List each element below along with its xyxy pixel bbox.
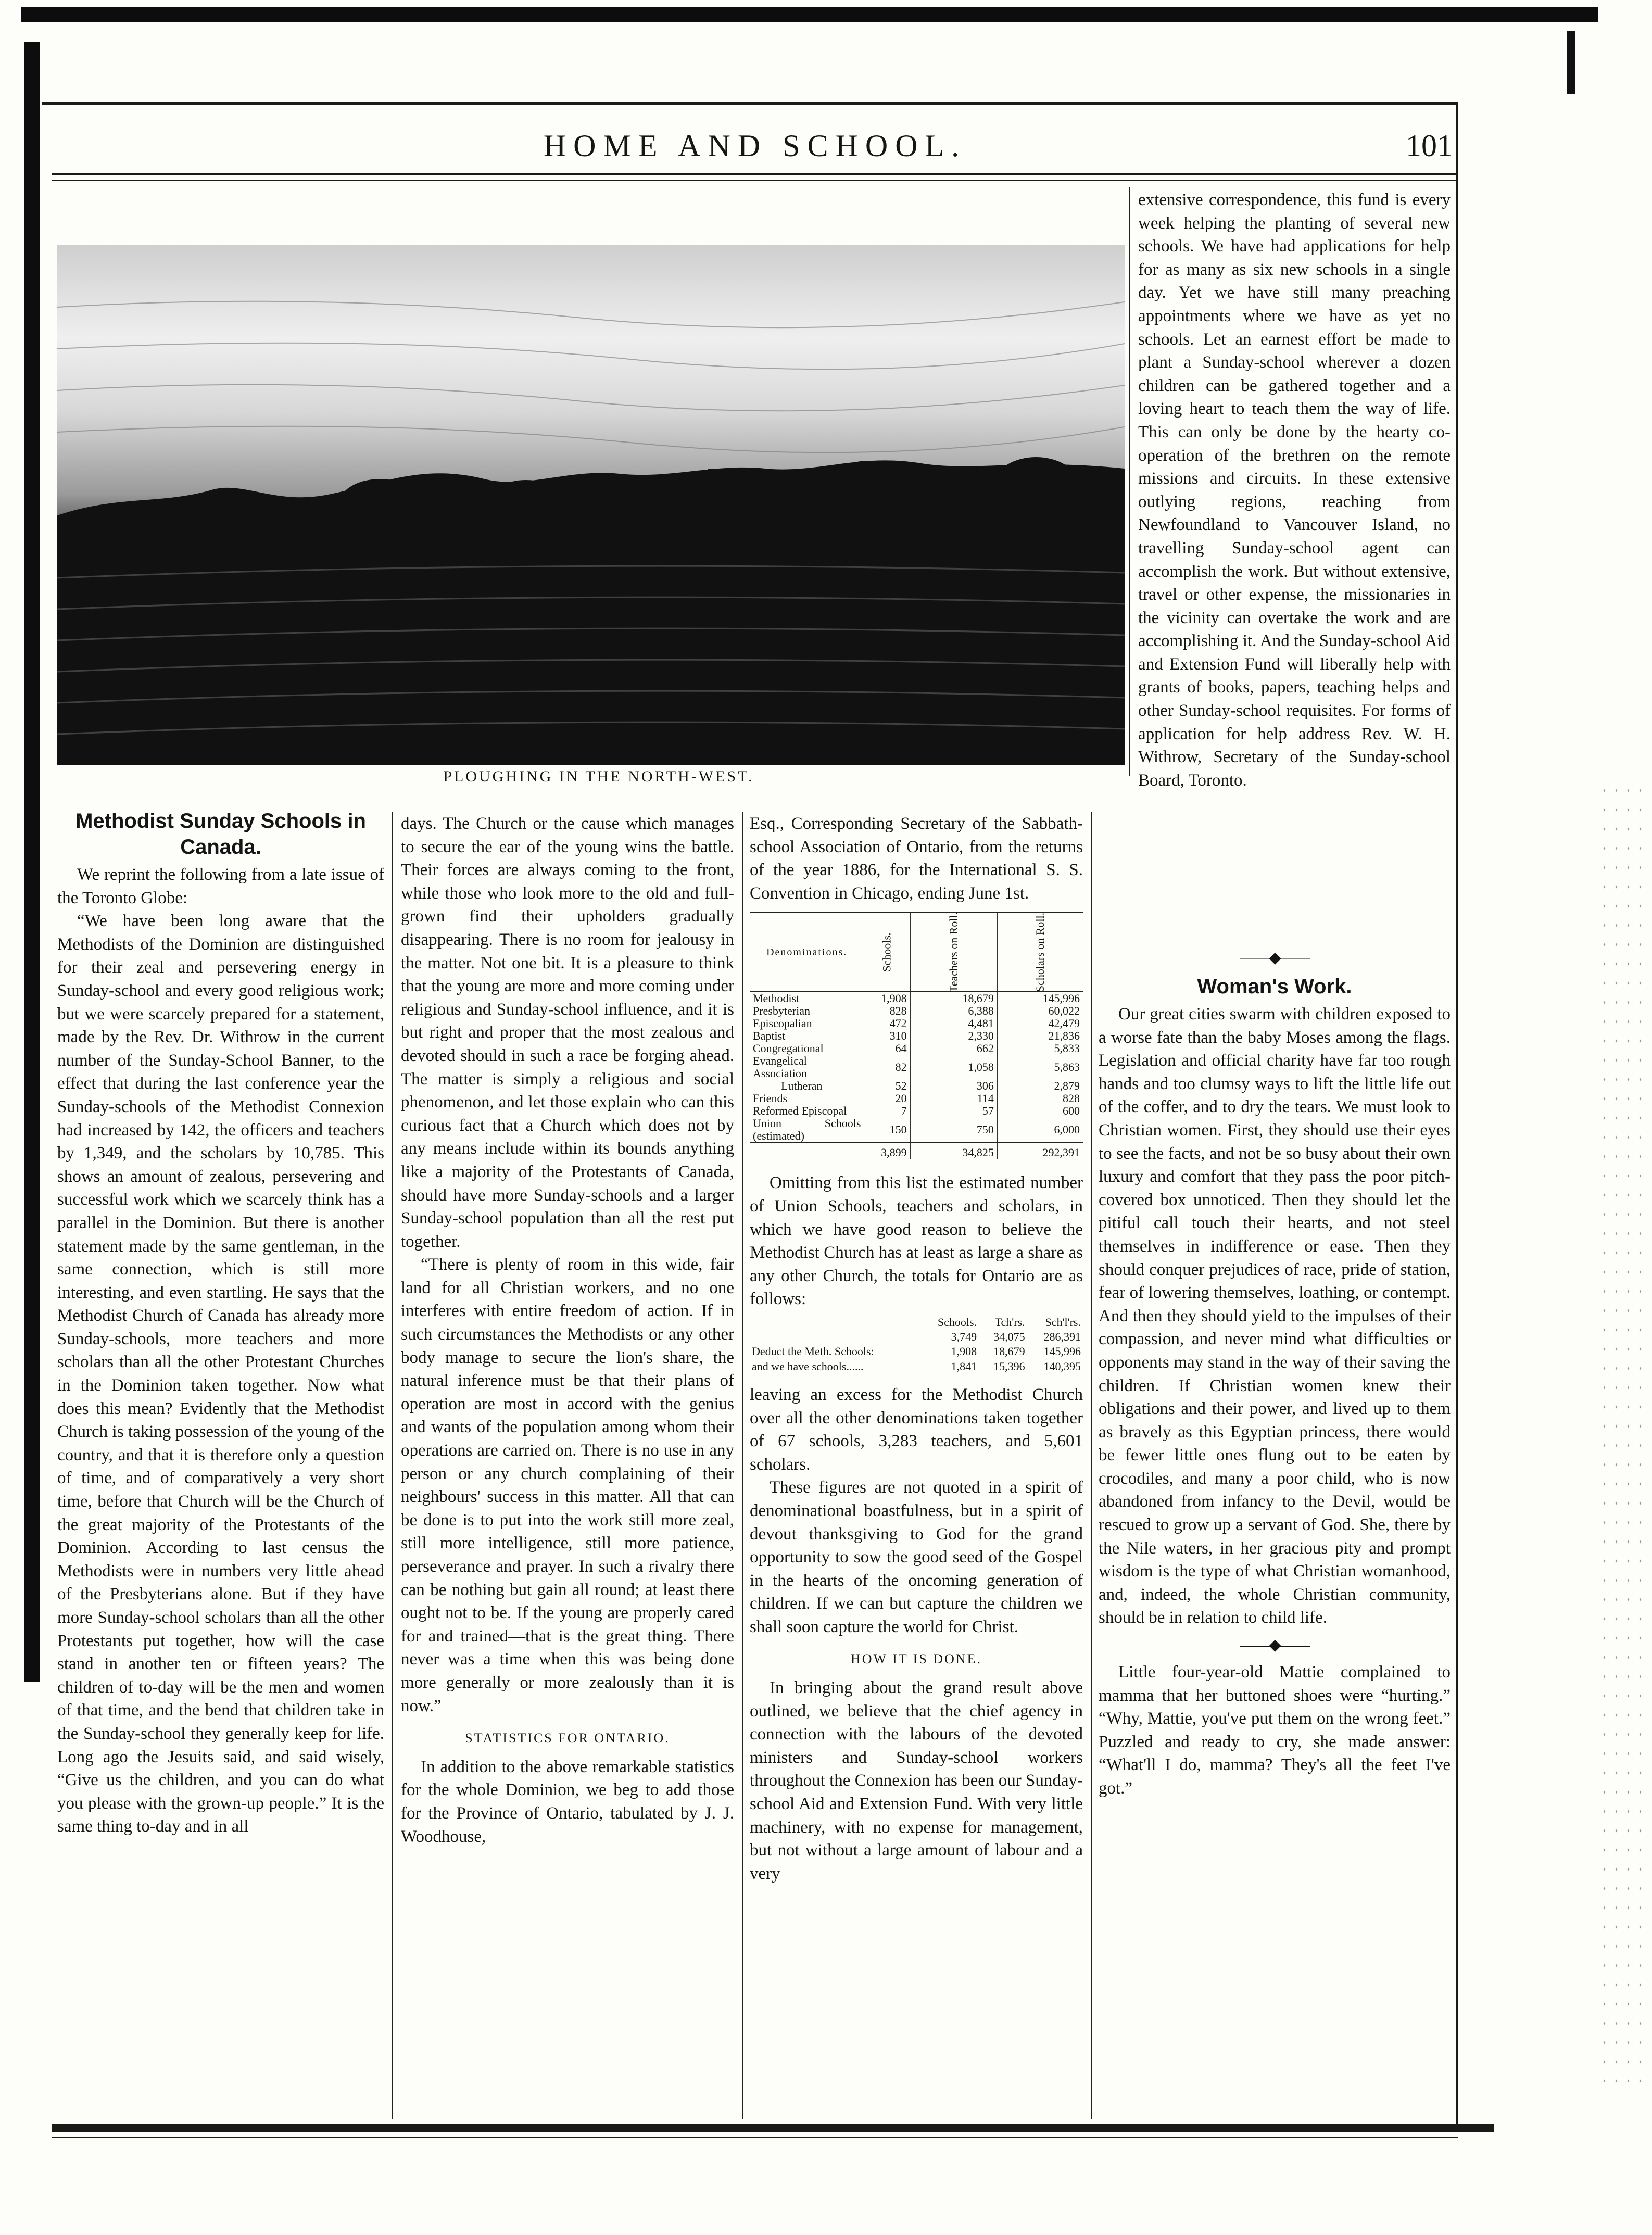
- column-1: [57, 808, 384, 1838]
- header-rule-thin: [52, 180, 1458, 181]
- scan-specks: [1598, 781, 1645, 2082]
- section-subhead: HOW IT IS DONE.: [850, 1651, 982, 1667]
- table-row: Friends 20 114 828: [750, 1092, 1083, 1105]
- scan-border-right: [1567, 31, 1575, 94]
- footer-rule-thin: [52, 2137, 1458, 2138]
- article-paragraph: extensive correspondence, this fund is every week helping the planting of several new schools. We have had applications for help for as many as six new schools in a single day. Yet we have still many preaching appointments where we have as yet no schools. Let an earnest effort be made to plant a Sunday-school wherever a dozen children can be gathered together and a loving heart to teach them the way of life. This can only be done by the hearty co-operation of the brethren on the remote missions and circuits. In these extensive outlying regions, reaching from Newfoundland to Vancouver Island, no travelling Sunday-school agent can accomplish the work. But without extensive, travel or other expense, the missionaries in the vicinity can overtake the work and are accomplishing it. And the Sunday-school Aid and Extension Fund will liberally help with grants of books, papers, teaching helps and other Sunday-school requisites. For forms of application for help address Rev. W. H. Withrow, Secretary of the Sunday-school Board, Toronto.: [1138, 191, 1451, 790]
- article-paragraph: “We have been long aware that the Methodists of the Dominion are distinguished for their zeal and persevering energy in Sunday-school and every good religious work; but we were scarcely prepared for a statement, made by the Rev. Dr. Withrow in the current number of the Sunday-School Banner, to the effect that during the last conference year the Sunday-schools of the Methodist Connexion had increased by 142, the officers and teachers by 1,349, and the scholars by 10,785. This shows an amount of zealous, persevering and successful work which we scarcely think has a parallel in the Dominion. But there is another statement made by the same gentleman, in the same connection, which is still more interesting, and even startling. He says that the Methodist Church of Canada has already more Sunday-schools, more teachers and more scholars than all the other Protestant Churches in the Dominion taken together. Now what does this mean? Evidently that the Methodist Church is taking possession of the young of the country, and that it is therefore only a question of time, and of comparatively a very short time, before that Church will be the Church of the great majority of the Protestants of the Dominion. According to last census the Methodists were in numbers very little ahead of the Presbyterians alone. But if they have more Sunday-school scholars than all the other Protestants put together, how will the case stand in another ten or fifteen years? The children of to-day will be the men and women of that time, and the bend that children take in the Sunday-school they generally keep for life. Long ago the Jesuits said, and said wisely, “Give us the children, and you can do what you please with the grown-up people.” It is the same thing to-day and in all: [57, 912, 384, 1836]
- article-paragraph: Esq., Corresponding Secretary of the Sabbath-school Association of Ontario, from the returns of the year 1886, for the International S. S. Convention in Chicago, ending June 1st.: [750, 814, 1083, 903]
- table-row: Reformed Episcopal 7 57 600: [750, 1105, 1083, 1117]
- column-header: Scholars on Roll.: [997, 913, 1083, 992]
- column-header: Schools.: [864, 913, 910, 992]
- column-2: [401, 812, 734, 1848]
- illustration-caption: PLOUGHING IN THE NORTH-WEST.: [443, 768, 754, 785]
- table-header-row: [750, 913, 1083, 992]
- table-row: Congregational 64 662 5,833: [750, 1042, 1083, 1055]
- article-paragraph: These figures are not quoted in a spirit of denominational boastfulness, but in a spirit of devout thanksgiving to God for the grand opportunity to sow the good seed of the Gospel in the hearts of the oncoming generation of children. If we can but capture the children we shall soon capture the world for Christ.: [750, 1478, 1083, 1636]
- table-row: Lutheran 52 306 2,879: [750, 1080, 1083, 1092]
- table-row: Union Schools (estimated) 150 750 6,000: [750, 1117, 1083, 1143]
- frame-top-rule: [42, 102, 1458, 105]
- scan-border-top: [21, 7, 1598, 22]
- article-heading: Methodist Sunday Schools in Canada.: [75, 810, 366, 858]
- column-divider-3-upper: [1129, 187, 1130, 776]
- article-heading: Woman's Work.: [1197, 975, 1352, 998]
- article-paragraph: In bringing about the grand result above outlined, we believe that the chief agency in connection with the labours of the devoted ministers and Sunday-school workers throughout the Connexion has been our Sunday-school Aid and Extension Fund. With very little machinery, with no expense for management, but not without a large amount of labour and a very: [750, 1678, 1083, 1883]
- article-paragraph: We reprint the following from a late issue of the Toronto Globe:: [57, 865, 384, 907]
- ontario-totals-table: [750, 1315, 1083, 1374]
- denominations-table: [750, 912, 1083, 1159]
- frame-right-rule: [1456, 102, 1458, 2127]
- column-divider-2: [742, 812, 743, 2119]
- column-header: Teachers on Roll.: [910, 913, 997, 992]
- page-number: 101: [1406, 129, 1453, 163]
- article-paragraph: In addition to the above remarkable statistics for the whole Dominion, we beg to add those for the Province of Ontario, tabulated by J. J. Woodhouse,: [401, 1757, 734, 1846]
- column-divider-1: [392, 812, 393, 2119]
- article-paragraph: “There is plenty of room in this wide, fair land for all Christian workers, and no one interferes with entire freedom of action. If in such circumstances the Methodists or any other body manage to secure the lion's share, the natural inference must be that their plans of operation are most in accord with the genius and wants of the population among whom their operations are carried on. There is no use in any person or any church complaining of their neighbours' success in this matter. All that can be done is to put into the work still more zeal, still more intelligence, still more patience, perseverance and prayer. In such a rivalry there can be nothing but gain all round; at least there ought not to be. If the young are properly cared for and trained—that is the great thing. There never was a time when this was being done more generally or more zealously than it is now.”: [401, 1255, 734, 1715]
- table-header-row: Schools. Tch'rs. Sch'l'rs.: [937, 1315, 1081, 1329]
- ploughing-engraving-image: [57, 245, 1125, 765]
- table-row: Methodist 1,908 18,679 145,996: [750, 992, 1083, 1005]
- table-row: Deduct the Meth. Schools: 1,908 18,679 145,996: [752, 1344, 1081, 1358]
- article-paragraph: days. The Church or the cause which manages to secure the ear of the young wins the battle. Their forces are always coming to the front, while those who look more to the old and full-grown find their upholders gradually disappearing. There is no room for jealousy in the matter. Not one bit. It is a pleasure to think that the young are more and more coming under religious and Sunday-school influence, and it is but right and proper that the most zealous and devoted should in such a race be forging ahead. The matter is simply a religious and social phenomenon, and let those explain who can this curious fact that a Church which does not by any means include within its bounds anything like a majority of the Protestants of Canada, should have more Sunday-schools and a larger Sunday-school population than all the rest put together.: [401, 814, 734, 1251]
- article-paragraph: Omitting from this list the estimated number of Union Schools, teachers and scholars, in which we have good reason to believe the Methodist Church has at least as large a share as any other Church, the totals for Ontario are as follows:: [750, 1173, 1083, 1309]
- header-rule-thick: [52, 173, 1458, 175]
- column-4-lower: [1099, 942, 1451, 1800]
- section-ornament: ——◆——: [1240, 1636, 1309, 1654]
- scan-border-left: [24, 42, 40, 1682]
- article-paragraph: Our great cities swarm with children exposed to a worse fate than the baby Moses among the flags. Legislation and official charity have far too rough hands and too clumsy ways to lift the little life out of the coffer, and to dry the tears. We must look to Christian women. First, they should use their eyes to see the facts, and not be so busy about their own luxury and comfort that they pass the poor pitch-covered box unnoticed. Then they should let the pitiful call touch their hearts, and not steel themselves in indifference or ease. Then they should conquer prejudices of race, pride of station, fear of lowering themselves, loathing, or contempt. And then they should yield to the impulses of their compassion, and never mind what difficulties or opponents may stand in the way of their saving the children. If Christian women knew their obligations and their power, and lived up to them as bravely as this Egyptian princess, there would be fewer little ones flung out to be eaten by crocodiles, and many a poor child, who is now abandoned from infancy to the Devil, would be rescued to grow up a servant of God. She, there by the Nile waters, in her gracious pity and prompt wisdom is the type of what Christian womanhood, and, indeed, the whole Christian community, should be in relation to child life.: [1099, 1005, 1451, 1627]
- table-row: Baptist 310 2,330 21,836: [750, 1030, 1083, 1042]
- running-header-title: HOME AND SCHOOL.: [543, 129, 967, 163]
- article-paragraph: Little four-year-old Mattie complained to mamma that her buttoned shoes were “hurting.” “Why, Mattie, you've put them on the wrong feet.” Puzzled and ready to cry, she made answer: “What'll I do, mamma? They's all the feet I've got.”: [1099, 1663, 1451, 1798]
- table-row: Presbyterian 828 6,388 60,022: [750, 1005, 1083, 1017]
- column-divider-3: [1091, 812, 1092, 2119]
- column-3: [750, 812, 1083, 1885]
- table-row: 3,749 34,075 286,391: [951, 1330, 1081, 1343]
- table-row: Evangelical Association 82 1,058 5,863: [750, 1055, 1083, 1080]
- section-ornament: ——◆——: [1240, 949, 1309, 966]
- footer-rule-thick: [52, 2124, 1494, 2132]
- article-paragraph: leaving an excess for the Methodist Church over all the other denominations taken together of 67 schools, 3,283 teachers, and 5,601 scholars.: [750, 1385, 1083, 1474]
- table-total-row: 3,899 34,825 292,391: [750, 1143, 1083, 1159]
- table-row: and we have schools...... 1,841 15,396 140,395: [750, 1359, 1083, 1374]
- table-row: Episcopalian 472 4,481 42,479: [750, 1017, 1083, 1030]
- column-4-upper: [1138, 188, 1451, 792]
- section-subhead: STATISTICS FOR ONTARIO.: [465, 1731, 670, 1746]
- column-header: Denominations.: [766, 946, 848, 958]
